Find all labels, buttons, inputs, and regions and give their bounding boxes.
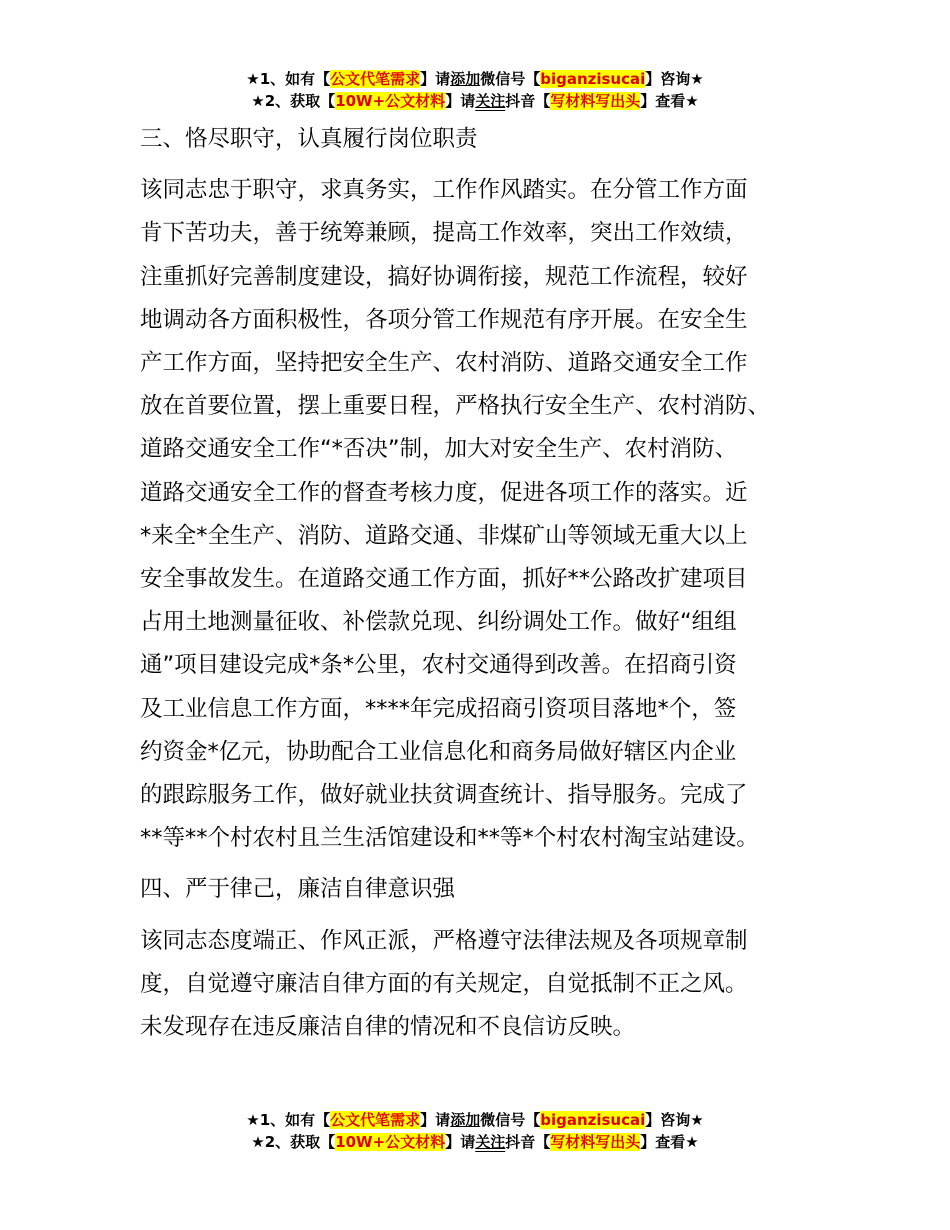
banner-text: 】咨询★ — [645, 70, 704, 88]
banner-douyin-id: 写材料写出头 — [550, 92, 641, 110]
banner-underlined-text: 关注 — [475, 1133, 506, 1151]
paragraph-line: 注重抓好完善制度建设，搞好协调衔接，规范工作流程，较好 — [140, 263, 748, 290]
banner-line-2 — [0, 1131, 950, 1153]
banner-text: 】咨询★ — [645, 1111, 704, 1129]
section-paragraph-4 — [140, 920, 830, 1050]
banner-text: 】查看★ — [640, 92, 699, 110]
paragraph-line: 该同志态度端正、作风正派，严格遵守法律法规及各项规章制 — [140, 927, 748, 954]
banner-highlight: 10W+公文材料 — [335, 92, 446, 110]
paragraph-line: 安全事故发生。在道路交通工作方面，抓好**公路改扩建项目 — [140, 566, 748, 593]
banner-line-2 — [0, 90, 950, 112]
banner-underlined-text: 添加 — [450, 1111, 481, 1129]
paragraph-line: 肯下苦功夫，善于统筹兼顾，提高工作效率，突出工作效绩， — [140, 220, 748, 247]
paragraph-line: 该同志忠于职守，求真务实，工作作风踏实。在分管工作方面 — [140, 177, 748, 204]
footer-banner — [0, 1109, 950, 1153]
paragraph-line: 占用土地测量征收、补偿款兑现、纠纷调处工作。做好“组组 — [140, 609, 737, 636]
paragraph-line: 道路交通安全工作的督查考核力度，促进各项工作的落实。近 — [140, 479, 748, 506]
paragraph-line: 未发现存在违反廉洁自律的情况和不良信访反映。 — [140, 1014, 636, 1041]
paragraph-line: 产工作方面，坚持把安全生产、农村消防、道路交通安全工作 — [140, 350, 748, 377]
paragraph-line: 约资金*亿元，协助配合工业信息化和商务局做好辖区内企业 — [140, 738, 737, 765]
paragraph-line: **等**个村农村且兰生活馆建设和**等*个村农村淘宝站建设。 — [140, 825, 759, 852]
paragraph-line: 度，自觉遵守廉洁自律方面的有关规定，自觉抵制不正之风。 — [140, 970, 748, 997]
banner-text: 】请 — [445, 1133, 476, 1151]
banner-text: ★2、获取【 — [251, 92, 336, 110]
banner-line-1 — [0, 1109, 950, 1131]
banner-wechat-id: biganzisucai — [540, 1111, 646, 1129]
banner-text: 】请 — [445, 92, 476, 110]
banner-douyin-id: 写材料写出头 — [550, 1133, 641, 1151]
section-heading-3: 三、恪尽职守，认真履行岗位职责 — [140, 126, 478, 152]
paragraph-line: 通”项目建设完成*条*公里，农村交通得到改善。在招商引资 — [140, 652, 737, 679]
banner-highlight: 公文代笔需求 — [330, 1111, 421, 1129]
banner-highlight: 公文代笔需求 — [330, 70, 421, 88]
banner-highlight: 10W+公文材料 — [335, 1133, 446, 1151]
banner-line-1 — [0, 68, 950, 90]
banner-text: ★1、如有【 — [246, 1111, 331, 1129]
banner-text: ★1、如有【 — [246, 70, 331, 88]
banner-text: 】请 — [420, 1111, 451, 1129]
section-paragraph-3 — [140, 169, 830, 860]
paragraph-line: *来全*全生产、消防、道路交通、非煤矿山等领域无重大以上 — [140, 522, 748, 549]
banner-text: 微信号【 — [480, 1111, 541, 1129]
paragraph-line: 放在首要位置，摆上重要日程，严格执行安全生产、农村消防、 — [140, 393, 771, 420]
section-heading-4: 四、严于律己，廉洁自律意识强 — [140, 876, 456, 903]
paragraph-line: 地调动各方面积极性，各项分管工作规范有序开展。在安全生 — [140, 306, 748, 333]
header-banner — [0, 68, 950, 112]
banner-underlined-text: 添加 — [450, 70, 481, 88]
banner-text: 微信号【 — [480, 70, 541, 88]
banner-text: ★2、获取【 — [251, 1133, 336, 1151]
banner-text: 】请 — [420, 70, 451, 88]
banner-text: 抖音【 — [505, 1133, 551, 1151]
banner-underlined-text: 关注 — [475, 92, 506, 110]
banner-text: 】查看★ — [640, 1133, 699, 1151]
document-body — [140, 118, 830, 1049]
banner-wechat-id: biganzisucai — [540, 70, 646, 88]
banner-text: 抖音【 — [505, 92, 551, 110]
paragraph-line: 道路交通安全工作“*否决”制，加大对安全生产、农村消防、 — [140, 436, 738, 463]
paragraph-line: 的跟踪服务工作，做好就业扶贫调查统计、指导服务。完成了 — [140, 782, 748, 809]
paragraph-line: 及工业信息工作方面，****年完成招商引资项目落地*个，签 — [140, 695, 737, 722]
